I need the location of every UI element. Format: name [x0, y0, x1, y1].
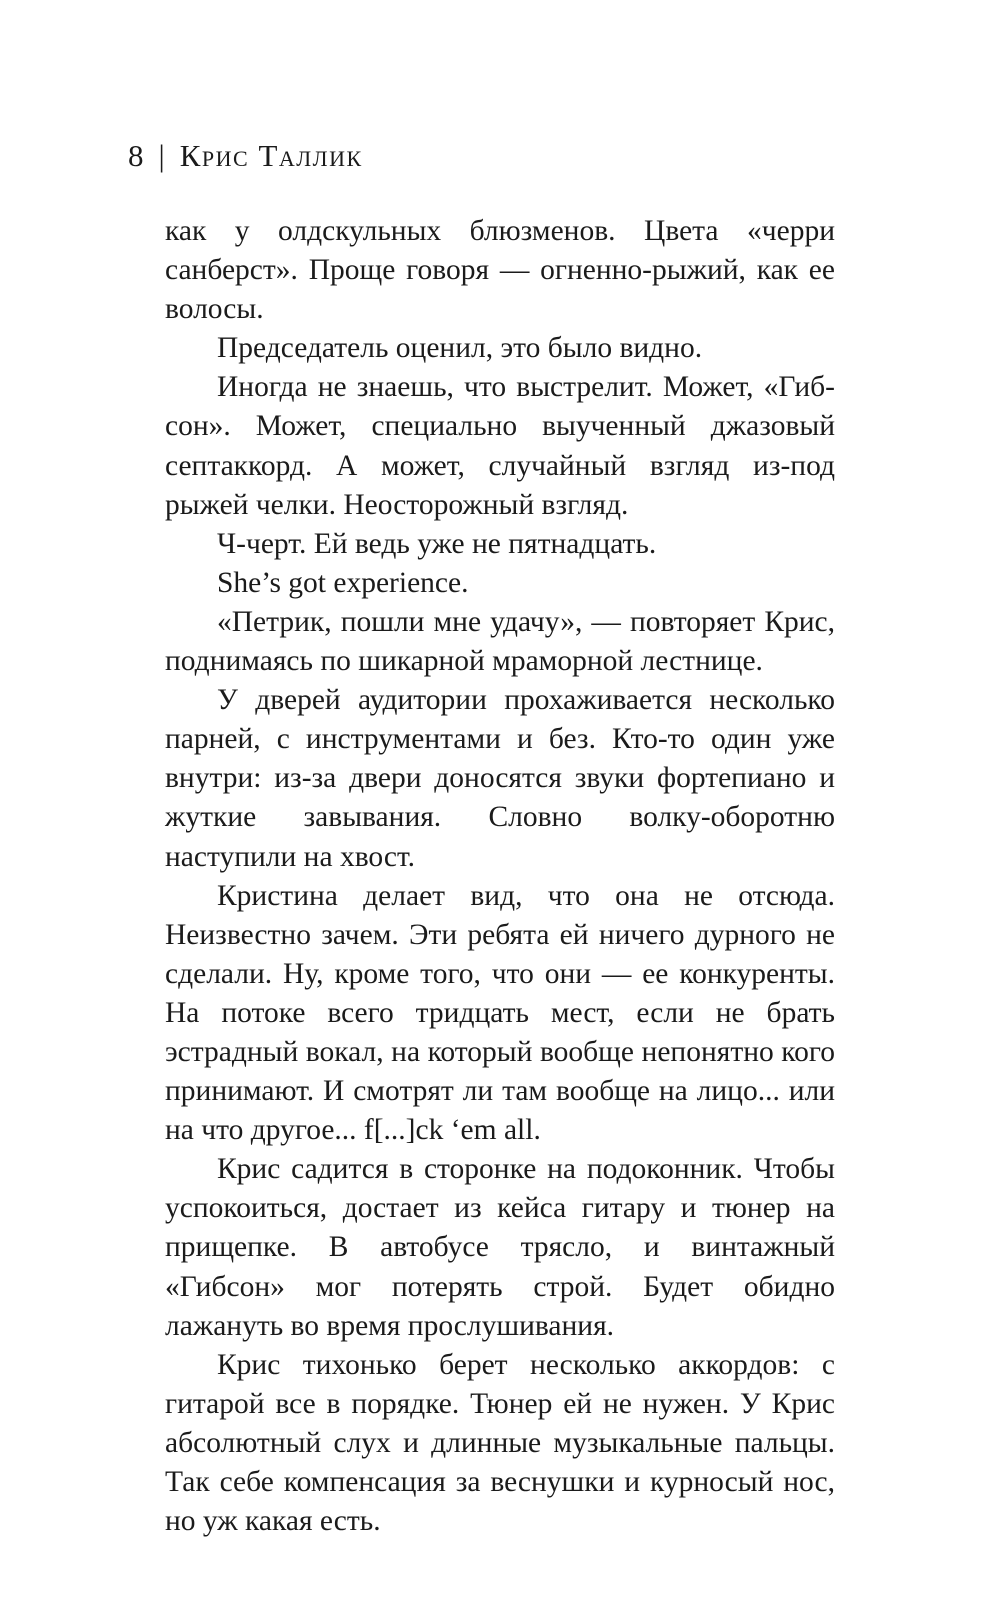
paragraph: She’s got experience. — [217, 566, 469, 599]
paragraph: «Петрик, пошли мне удачу», — повторяет Крис, поднимаясь по шикарной мраморной лестнице. — [165, 605, 835, 678]
paragraph: Иногда не знаешь, что выстрелит. Может, «Гибсон». Может, специально выученный джазовый септаккорд. А может, случайный взгляд из-под рыжей челки. Неосторожный взгляд. — [165, 371, 835, 521]
running-head — [128, 139, 363, 173]
paragraph: Крис садится в сторонке на подоконник. Чтобы успокоиться, достает из кейса гитару и тюнер на прищепке. В автобусе трясло, и винтажный «Гибсон» мог потерять строй. Будет обидно лажануть во время прослушивания. — [165, 1153, 835, 1342]
paragraph: Председатель оценил, это было видно. — [217, 332, 703, 365]
paragraph: Ч-черт. Ей ведь уже не пятнадцать. — [217, 527, 657, 560]
page-number: 8 — [128, 138, 145, 173]
paragraph: Кристина делает вид, что она не отсюда. Неизвестно зачем. Эти ребята ей ничего дурного не сделали. Ну, кроме того, что они — ее конкуренты. На потоке всего тридцать мест, если не брать эстрадный вокал, на который вообще непонятно кого принимают. И смотрят ли там вообще на лицо... или на что другое... f[...]ck ‘em all. — [165, 879, 835, 1147]
running-head-author: Крис Таллик — [179, 138, 363, 173]
paragraph-continued: как у олдскульных блюзменов. Цвета «черри санберст». Проще говоря — огненно-рыжий, как ее волосы. — [165, 215, 835, 326]
running-head-separator: | — [158, 138, 166, 173]
body-text — [165, 212, 835, 1541]
paragraph: У дверей аудитории прохаживается несколько парней, с инструментами и без. Кто-то один уже внутри: из-за двери доносятся звуки фортепиано и жуткие завывания. Словно волку-оборотню наступили на хвост. — [165, 684, 835, 873]
paragraph: Крис тихонько берет несколько аккордов: с гитарой все в порядке. Тюнер ей не нужен. У Крис абсолютный слух и длинные музыкальные пальцы. Так себе компенсация за веснушки и курносый нос, но уж какая есть. — [165, 1348, 835, 1538]
